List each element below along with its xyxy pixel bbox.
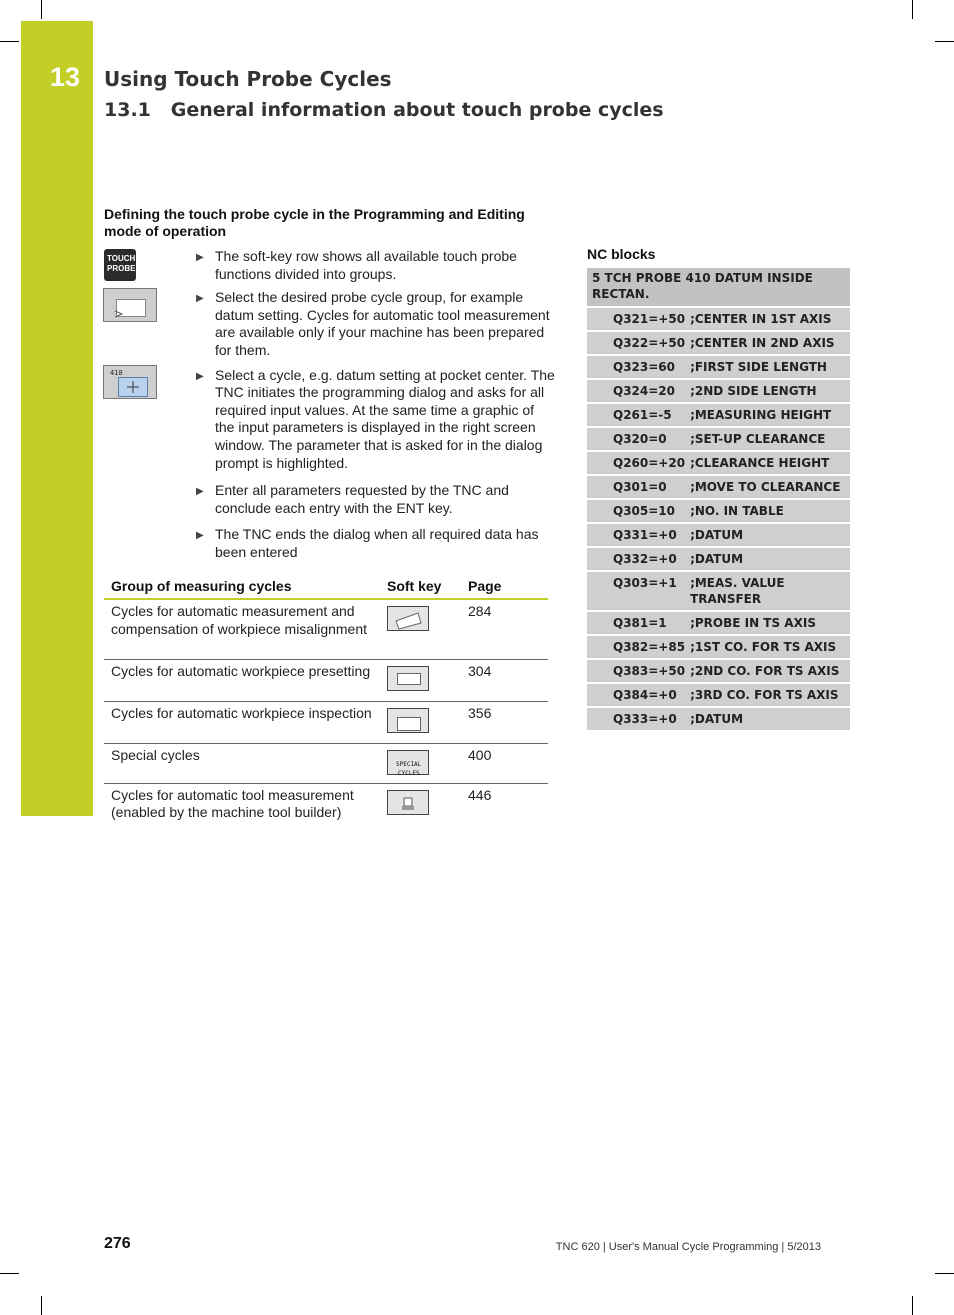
group-cell: Cycles for automatic workpiece presetting bbox=[104, 659, 380, 701]
softkey-graphic bbox=[397, 717, 421, 731]
nc-comment: ;3RD CO. FOR TS AXIS bbox=[690, 683, 850, 707]
page-cell: 400 bbox=[461, 743, 548, 783]
list-item-text: Select a cycle, e.g. datum setting at pocket center. The TNC initiates the programming dialog and asks for all required input values. At the same time a graphic of the input parameters is displayed in the right screen window. The parameter that is asked for in the dialog prompt is highlighted. bbox=[215, 366, 555, 471]
nc-row bbox=[587, 331, 850, 355]
table-row bbox=[104, 743, 548, 783]
list-item-text: The soft-key row shows all available touch probe functions divided into groups. bbox=[215, 248, 517, 282]
softkey-graphic bbox=[397, 673, 421, 685]
nc-row bbox=[587, 635, 850, 659]
nc-row bbox=[587, 307, 850, 331]
triangle-right-icon: ▶ bbox=[196, 293, 204, 305]
softkey-text-line1: SPECIAL bbox=[396, 760, 422, 768]
nc-title-line: 5 TCH PROBE 410 DATUM INSIDE RECTAN. bbox=[587, 268, 850, 307]
nc-param: Q305=10 bbox=[587, 499, 690, 523]
group-cell: Cycles for automatic workpiece inspection bbox=[104, 701, 380, 743]
crop-mark bbox=[0, 41, 19, 42]
softkey-label: 410 bbox=[110, 369, 123, 377]
softkey-graphic bbox=[118, 377, 148, 397]
nc-blocks-table bbox=[587, 268, 850, 732]
triangle-right-icon: ▶ bbox=[196, 486, 204, 498]
list-item-text: Enter all parameters requested by the TNC and conclude each entry with the ENT key. bbox=[215, 482, 509, 516]
nc-row bbox=[587, 355, 850, 379]
nc-comment: ;DATUM bbox=[690, 523, 850, 547]
nc-row bbox=[587, 403, 850, 427]
probe-group-softkey-icon bbox=[103, 288, 157, 322]
nc-row bbox=[587, 611, 850, 635]
table-row bbox=[104, 701, 548, 743]
list-item bbox=[193, 289, 555, 359]
column-header-soft-key: Soft key bbox=[380, 574, 461, 599]
list-item bbox=[193, 248, 555, 283]
nc-comment: ;SET-UP CLEARANCE bbox=[690, 427, 850, 451]
nc-param: Q383=+50 bbox=[587, 659, 690, 683]
nc-comment: ;2ND SIDE LENGTH bbox=[690, 379, 850, 403]
list-item-text: Select the desired probe cycle group, for example datum setting. Cycles for automatic tool measurement are available only if your machine has been prepared for them. bbox=[215, 289, 550, 358]
nc-row bbox=[587, 499, 850, 523]
page-cell: 446 bbox=[468, 786, 492, 803]
column-header-group: Group of measuring cycles bbox=[104, 574, 380, 599]
table-row bbox=[104, 783, 548, 841]
probe-arrow-icon bbox=[114, 309, 124, 319]
nc-comment: ;MOVE TO CLEARANCE bbox=[690, 475, 850, 499]
triangle-right-icon: ▶ bbox=[196, 252, 204, 263]
nc-comment: ;2ND CO. FOR TS AXIS bbox=[690, 659, 850, 683]
crosshair-icon bbox=[119, 378, 147, 396]
nc-comment: ;PROBE IN TS AXIS bbox=[690, 611, 850, 635]
page-cell: 304 bbox=[461, 659, 548, 701]
nc-param: Q331=+0 bbox=[587, 523, 690, 547]
crop-mark bbox=[912, 0, 913, 19]
special-cycles-softkey-icon bbox=[387, 750, 429, 775]
nc-row bbox=[587, 707, 850, 731]
nc-param: Q384=+0 bbox=[587, 683, 690, 707]
nc-row bbox=[587, 523, 850, 547]
nc-param: Q323=60 bbox=[587, 355, 690, 379]
nc-row bbox=[587, 451, 850, 475]
nc-comment: ;1ST CO. FOR TS AXIS bbox=[690, 635, 850, 659]
nc-comment: ;CENTER IN 2ND AXIS bbox=[690, 331, 850, 355]
nc-row bbox=[587, 547, 850, 571]
nc-comment: ;CLEARANCE HEIGHT bbox=[690, 451, 850, 475]
nc-param: Q324=20 bbox=[587, 379, 690, 403]
presetting-softkey-icon bbox=[387, 666, 429, 691]
nc-row bbox=[587, 571, 850, 611]
triangle-right-icon: ▶ bbox=[196, 370, 204, 382]
touch-probe-key-icon bbox=[104, 249, 136, 281]
footer-text: TNC 620 | User's Manual Cycle Programming | 5/2013 bbox=[555, 1241, 821, 1253]
nc-param: Q381=1 bbox=[587, 611, 690, 635]
nc-title-row bbox=[587, 268, 850, 307]
crop-mark bbox=[935, 1273, 954, 1274]
nc-row bbox=[587, 683, 850, 707]
group-cell: Cycles for automatic tool measurement (enabled by the machine tool builder) bbox=[111, 786, 354, 821]
crop-mark bbox=[912, 1296, 913, 1315]
chapter-tab bbox=[21, 21, 93, 816]
nc-row bbox=[587, 427, 850, 451]
section-title: 13.1 General information about touch probe cycles bbox=[104, 99, 664, 121]
nc-param: Q320=0 bbox=[587, 427, 690, 451]
nc-param: Q332=+0 bbox=[587, 547, 690, 571]
chapter-number: 13 bbox=[50, 62, 81, 92]
nc-comment: ;CENTER IN 1ST AXIS bbox=[690, 307, 850, 331]
crop-mark bbox=[935, 41, 954, 42]
softkey-cell bbox=[380, 783, 461, 841]
nc-comment: ;MEAS. VALUE TRANSFER bbox=[690, 571, 850, 611]
page-cell: 356 bbox=[461, 701, 548, 743]
list-item bbox=[193, 526, 555, 561]
nc-row bbox=[587, 379, 850, 403]
instruction-list bbox=[193, 248, 555, 562]
nc-row bbox=[587, 659, 850, 683]
page-number: 276 bbox=[104, 1235, 131, 1252]
measuring-cycle-groups-table bbox=[104, 574, 548, 841]
tool-measurement-softkey-icon bbox=[387, 790, 429, 815]
touch-probe-key-line2: PROBE bbox=[107, 264, 136, 273]
list-item bbox=[193, 482, 555, 517]
crop-mark bbox=[41, 1296, 42, 1315]
inspection-softkey-icon bbox=[387, 708, 429, 733]
table-row bbox=[104, 659, 548, 701]
softkey-cell bbox=[380, 743, 461, 783]
table-row bbox=[104, 599, 548, 659]
softkey-text-line2: CYCLES bbox=[398, 769, 420, 777]
nc-param: Q260=+20 bbox=[587, 451, 690, 475]
cycle-410-softkey-icon bbox=[103, 365, 157, 399]
nc-row bbox=[587, 475, 850, 499]
table-header-row bbox=[104, 574, 548, 599]
sub-heading: Defining the touch probe cycle in the Programming and Editing mode of operation bbox=[104, 206, 525, 239]
nc-param: Q303=+1 bbox=[587, 571, 690, 611]
chapter-title: Using Touch Probe Cycles bbox=[104, 67, 392, 91]
nc-blocks-heading: NC blocks bbox=[587, 246, 656, 262]
nc-comment: ;FIRST SIDE LENGTH bbox=[690, 355, 850, 379]
touch-probe-key-line1: TOUCH bbox=[107, 254, 136, 263]
softkey-cell bbox=[380, 701, 461, 743]
softkey-cell bbox=[380, 659, 461, 701]
crop-mark bbox=[0, 1273, 19, 1274]
nc-comment: ;NO. IN TABLE bbox=[690, 499, 850, 523]
misalignment-softkey-icon bbox=[387, 606, 429, 631]
nc-comment: ;DATUM bbox=[690, 547, 850, 571]
nc-param: Q333=+0 bbox=[587, 707, 690, 731]
softkey-cell bbox=[380, 599, 461, 659]
list-item-text: The TNC ends the dialog when all required data has been entered bbox=[215, 526, 539, 560]
nc-param: Q321=+50 bbox=[587, 307, 690, 331]
nc-param: Q301=0 bbox=[587, 475, 690, 499]
crop-mark bbox=[41, 0, 42, 19]
nc-param: Q261=-5 bbox=[587, 403, 690, 427]
nc-param: Q382=+85 bbox=[587, 635, 690, 659]
triangle-right-icon: ▶ bbox=[196, 530, 204, 542]
group-cell: Special cycles bbox=[104, 743, 380, 783]
group-cell: Cycles for automatic measurement and compensation of workpiece misalignment bbox=[104, 599, 380, 659]
nc-param: Q322=+50 bbox=[587, 331, 690, 355]
list-item bbox=[193, 367, 555, 473]
page-cell: 284 bbox=[461, 599, 548, 659]
column-header-page: Page bbox=[461, 574, 548, 599]
nc-comment: ;MEASURING HEIGHT bbox=[690, 403, 850, 427]
nc-comment: ;DATUM bbox=[690, 707, 850, 731]
